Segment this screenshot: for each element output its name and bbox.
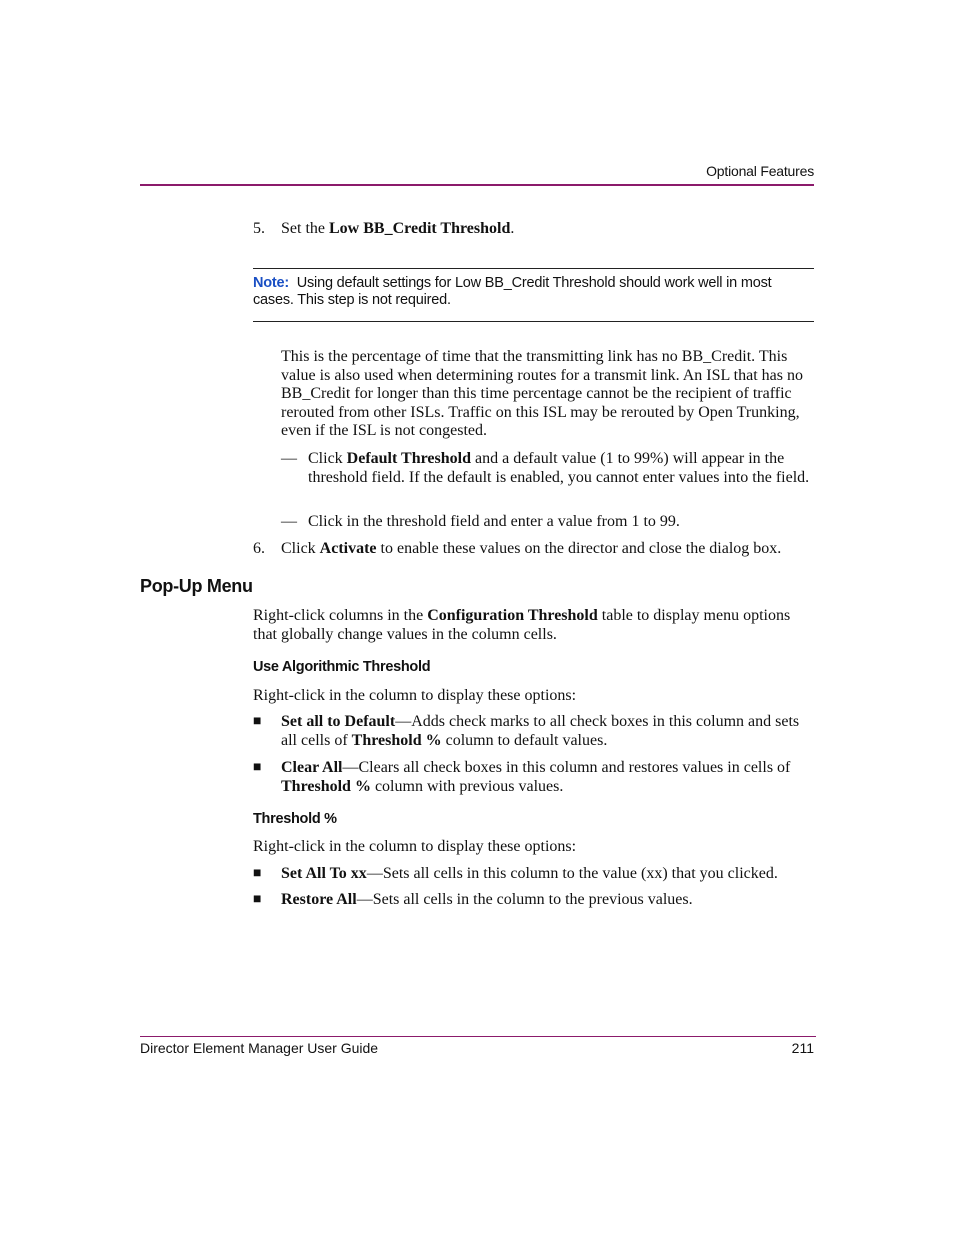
popup-intro-bold: Configuration Threshold <box>427 607 598 624</box>
threshold-heading: Threshold % <box>253 811 337 827</box>
threshold-item-2 <box>281 891 813 910</box>
footer-title: Director Element Manager User Guide <box>140 1040 379 1056</box>
threshold-item-2-text: —Sets all cells in the column to the previous values. <box>356 891 693 908</box>
algo-item-1 <box>281 713 813 750</box>
dash-item-1-bold: Default Threshold <box>346 450 471 467</box>
footer-rule <box>140 1036 816 1037</box>
bullet-icon: ■ <box>253 714 262 729</box>
step-6-suffix: to enable these values on the director and close the dialog box. <box>376 540 782 557</box>
note-label: Note: <box>253 275 290 291</box>
threshold-item-2-bold: Restore All <box>281 891 357 908</box>
dash-item-2: Click in the threshold field and enter a value from 1 to 99. <box>308 513 680 530</box>
note-top-rule <box>253 268 814 269</box>
step-5-prefix: Set the <box>281 220 329 237</box>
dash-marker-1: — <box>281 450 297 467</box>
step-5-number: 5. <box>253 220 265 237</box>
header-rule <box>140 184 814 186</box>
popup-menu-heading: Pop-Up Menu <box>140 576 253 596</box>
step-5-bold: Low BB_Credit Threshold <box>329 220 511 237</box>
threshold-item-1 <box>281 865 821 884</box>
dash-marker-2: — <box>281 513 297 530</box>
bullet-icon: ■ <box>253 892 262 907</box>
dash-item-1-prefix: Click <box>308 450 347 467</box>
threshold-item-1-text: —Sets all cells in this column to the value (xx) that you clicked. <box>366 865 778 882</box>
popup-intro <box>253 607 793 644</box>
algo-item-1-text2: column to default values. <box>441 731 608 749</box>
algo-heading: Use Algorithmic Threshold <box>253 659 431 675</box>
popup-intro-prefix: Right-click columns in the <box>253 607 428 624</box>
note-box <box>253 275 809 309</box>
bullet-icon: ■ <box>253 866 262 881</box>
algo-item-2 <box>281 759 813 796</box>
note-bottom-rule <box>253 321 814 322</box>
step-6-number: 6. <box>253 540 265 557</box>
algo-item-1-bold: Set all to Default <box>281 713 396 730</box>
running-header: Optional Features <box>706 163 814 179</box>
step-5-text <box>281 220 514 239</box>
bullet-icon: ■ <box>253 760 262 775</box>
description-paragraph: This is the percentage of time that the transmitting link has no BB_Credit. This value is also used when determining routes for a transmit link. An ISL that has no BB_Credit for longer than this time percentage cannot be the recipient of traffic rerouted from other ISLs. Traffic on this ISL may be rerouted by Open Trunking, even if the ISL is not congested. <box>281 348 803 440</box>
algo-item-2-text: —Clears all check boxes in this column and restores values in cells of <box>342 759 791 776</box>
algo-item-2-text2: column with previous values. <box>370 777 564 795</box>
step-5-suffix: . <box>510 220 515 237</box>
threshold-item-1-bold: Set All To xx <box>281 865 367 882</box>
step-6-prefix: Click <box>281 540 320 557</box>
page-number: 211 <box>791 1040 814 1056</box>
algo-item-1-bold2: Threshold % <box>351 731 442 749</box>
threshold-intro: Right-click in the column to display these options: <box>253 838 577 855</box>
step-6-text <box>281 540 821 559</box>
algo-item-2-bold: Clear All <box>281 759 343 776</box>
dash-item-1 <box>308 450 816 487</box>
popup-intro-suffix: table to display menu options that globally change values in the column cells. <box>253 607 791 643</box>
algo-intro: Right-click in the column to display these options: <box>253 687 577 704</box>
step-6-bold: Activate <box>319 540 377 557</box>
algo-item-1-text: —Adds check marks to all check boxes in this column and sets all cells of <box>281 713 800 749</box>
dash-item-1-suffix: and a default value (1 to 99%) will appear in the threshold field. If the default is enabled, you cannot enter values into the field. <box>308 450 810 486</box>
algo-item-2-bold2: Threshold % <box>281 777 371 795</box>
note-text: Using default settings for Low BB_Credit Threshold should work well in most cases. This step is not required. <box>253 275 772 308</box>
